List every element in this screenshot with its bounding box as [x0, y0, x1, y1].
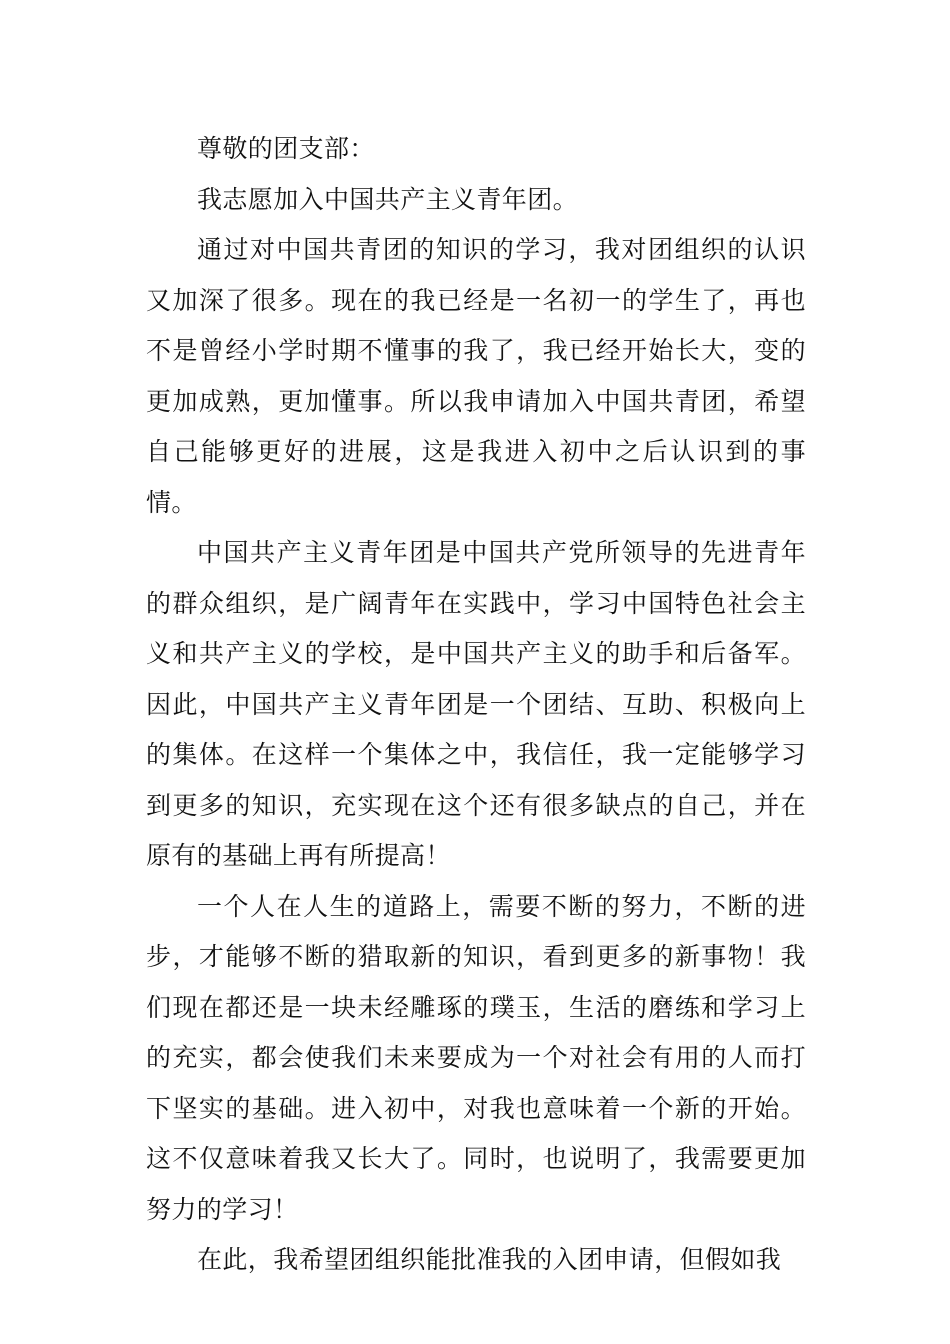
paragraph-effort: 一个人在人生的道路上，需要不断的努力，不断的进步，才能够不断的猎取新的知识，看到更多的新事物！我们现在都还是一块未经雕琢的璞玉，生活的磨练和学习上的充实，都会使我们未来要成为一个对社会有用的人而打下坚实的基础。进入初中，对我也意味着一个新的开始。这不仅意味着我又长大了。同时，也说明了，我需要更加努力的学习！ [146, 891, 806, 1224]
paragraph-league-description: 中国共产主义青年团是中国共产党所领导的先进青年的群众组织，是广阔青年在实践中，学习中国特色社会主义和共产主义的学校，是中国共产主义的助手和后备军。因此，中国共产主义青年团是一个团结、互助、积极向上的集体。在这样一个集体之中，我信任，我一定能够学习到更多的知识，充实现在这个还有很多缺点的自己，并在原有的基础上再有所提高！ [146, 538, 806, 870]
paragraph-learning: 通过对中国共青团的知识的学习，我对团组织的认识又加深了很多。现在的我已经是一名初一的学生了，再也不是曾经小学时期不懂事的我了，我已经开始长大，变的更加成熟，更加懂事。所以我申请加入中国共青团，希望自己能够更好的进展，这是我进入初中之后认识到的事情。 [146, 235, 806, 517]
paragraph-declaration: 我志愿加入中国共产主义青年团。 [197, 184, 579, 214]
paragraph-request: 在此，我希望团组织能批准我的入团申请，但假如我 [197, 1245, 782, 1274]
salutation: 尊敬的团支部： [197, 134, 375, 163]
letter-body [146, 124, 806, 1286]
